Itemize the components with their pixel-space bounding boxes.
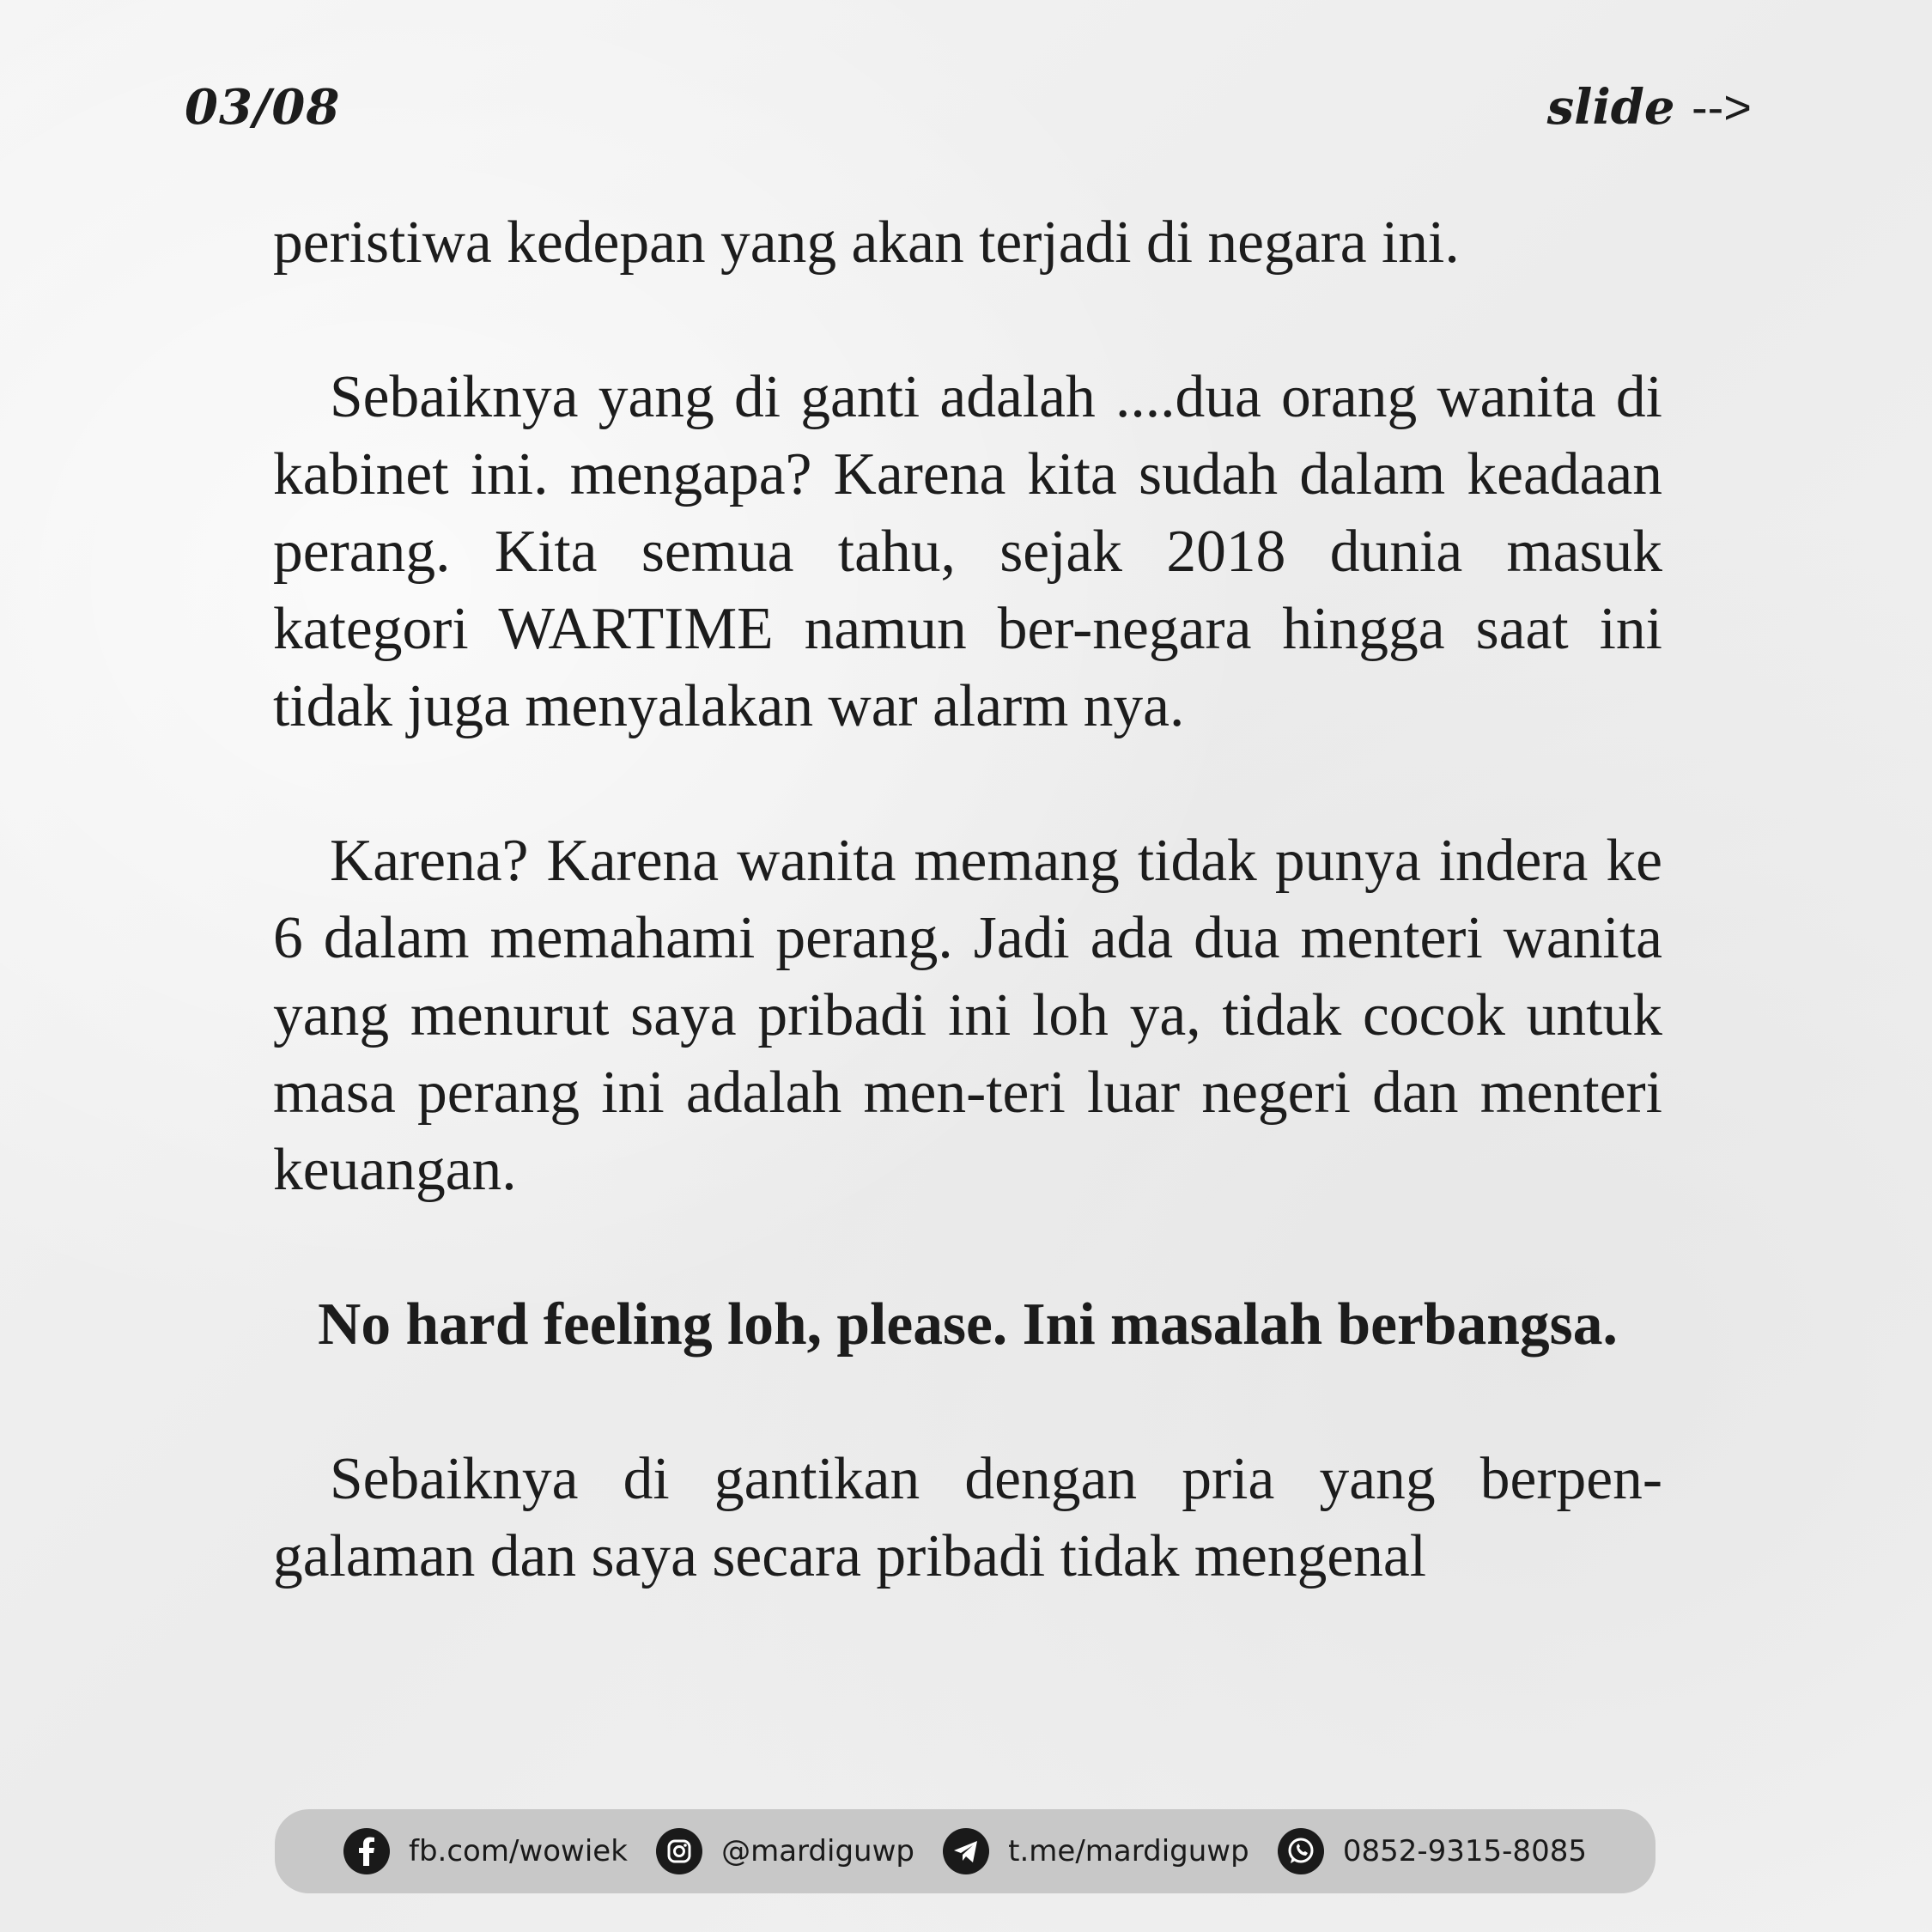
slide-word: slide <box>1546 79 1675 136</box>
slide-arrow: --> <box>1692 80 1752 134</box>
paragraph-2: Sebaiknya yang di ganti adalah ....dua orang wanita di kabinet ini. mengapa? Karena kita sudah dalam keadaan perang. Kita semua tahu, sejak 2018 dunia masuk kategori WARTIME namun ber-negara hingga saat ini tidak juga menyalakan war alarm nya. <box>273 364 1662 739</box>
whatsapp-icon <box>1278 1828 1324 1874</box>
slide-hint[interactable] <box>1547 79 1752 136</box>
contact-label: t.me/mardiguwp <box>1008 1834 1249 1868</box>
page-indicator: 03/08 <box>185 79 341 136</box>
contact-whatsapp[interactable] <box>1278 1828 1587 1874</box>
contact-facebook[interactable] <box>343 1828 628 1874</box>
contact-label: 0852-9315-8085 <box>1342 1834 1587 1868</box>
contact-label: fb.com/wowiek <box>409 1834 628 1868</box>
contact-instagram[interactable] <box>656 1828 914 1874</box>
paragraph-3: Karena? Karena wanita memang tidak punya indera ke 6 dalam memahami perang. Jadi ada dua menteri wanita yang menurut saya pribadi ini loh ya, tidak cocok untuk masa perang ini adalah men-teri luar negeri dan menteri keuangan. <box>273 828 1662 1203</box>
facebook-icon <box>343 1828 390 1874</box>
contact-bar <box>275 1809 1656 1893</box>
telegram-icon <box>943 1828 989 1874</box>
article-body <box>273 204 1662 1595</box>
emphasis-statement: No hard feeling loh, please. Ini masalah berbangsa. <box>318 1291 1618 1358</box>
instagram-icon <box>656 1828 702 1874</box>
contact-telegram[interactable] <box>943 1828 1249 1874</box>
paragraph-4: Sebaiknya di gantikan dengan pria yang berpen-galaman dan saya secara pribadi tidak mengenal <box>273 1446 1662 1589</box>
paragraph-1: peristiwa kedepan yang akan terjadi di negara ini. <box>273 210 1460 276</box>
contact-label: @mardiguwp <box>721 1834 914 1868</box>
